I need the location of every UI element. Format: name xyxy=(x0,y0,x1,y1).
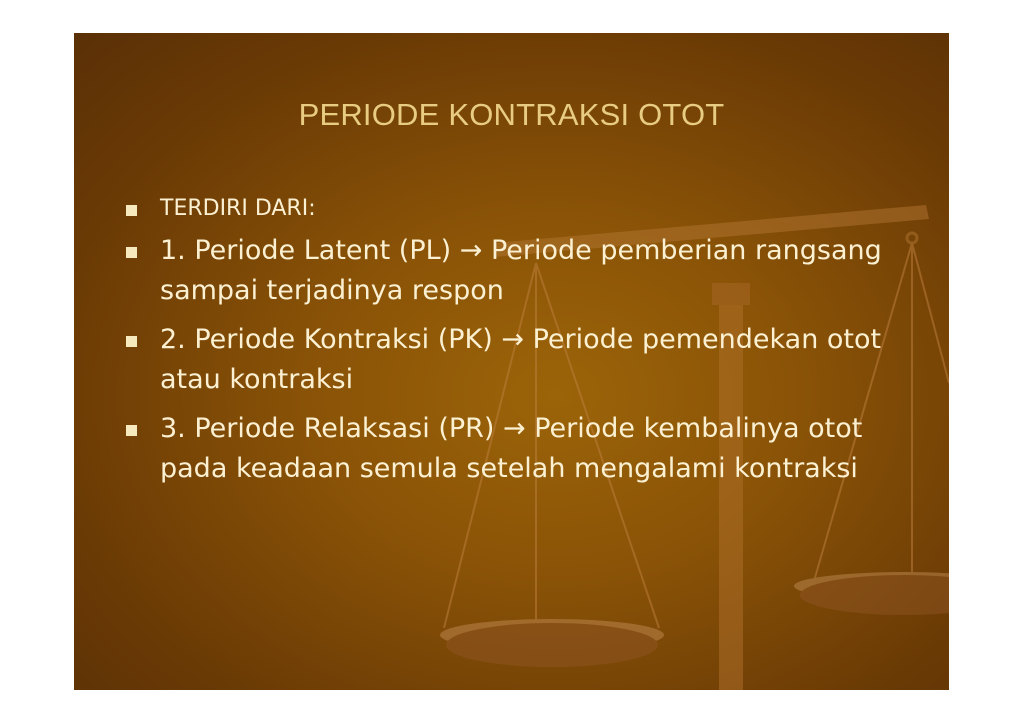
slide-title: PERIODE KONTRAKSI OTOT xyxy=(298,97,725,132)
square-bullet-icon xyxy=(126,247,137,258)
bullet-list xyxy=(126,193,916,498)
square-bullet-icon xyxy=(126,336,137,347)
bullet-item xyxy=(126,193,916,225)
bullet-item xyxy=(126,320,916,400)
square-bullet-icon xyxy=(126,205,137,216)
square-bullet-icon xyxy=(126,425,137,436)
bullet-item xyxy=(126,409,916,489)
bullet-text: 1. Periode Latent (PL) → Periode pemberian rangsang sampai terjadinya respon xyxy=(160,235,882,306)
bullet-text: 2. Periode Kontraksi (PK) → Periode pemendekan otot atau kontraksi xyxy=(160,324,882,395)
slide xyxy=(74,33,949,690)
bullet-text: 3. Periode Relaksasi (PR) → Periode kembalinya otot pada keadaan semula setelah mengalami kontraksi xyxy=(160,413,863,484)
bullet-text: TERDIRI DARI: xyxy=(160,196,316,221)
bullet-item xyxy=(126,231,916,311)
